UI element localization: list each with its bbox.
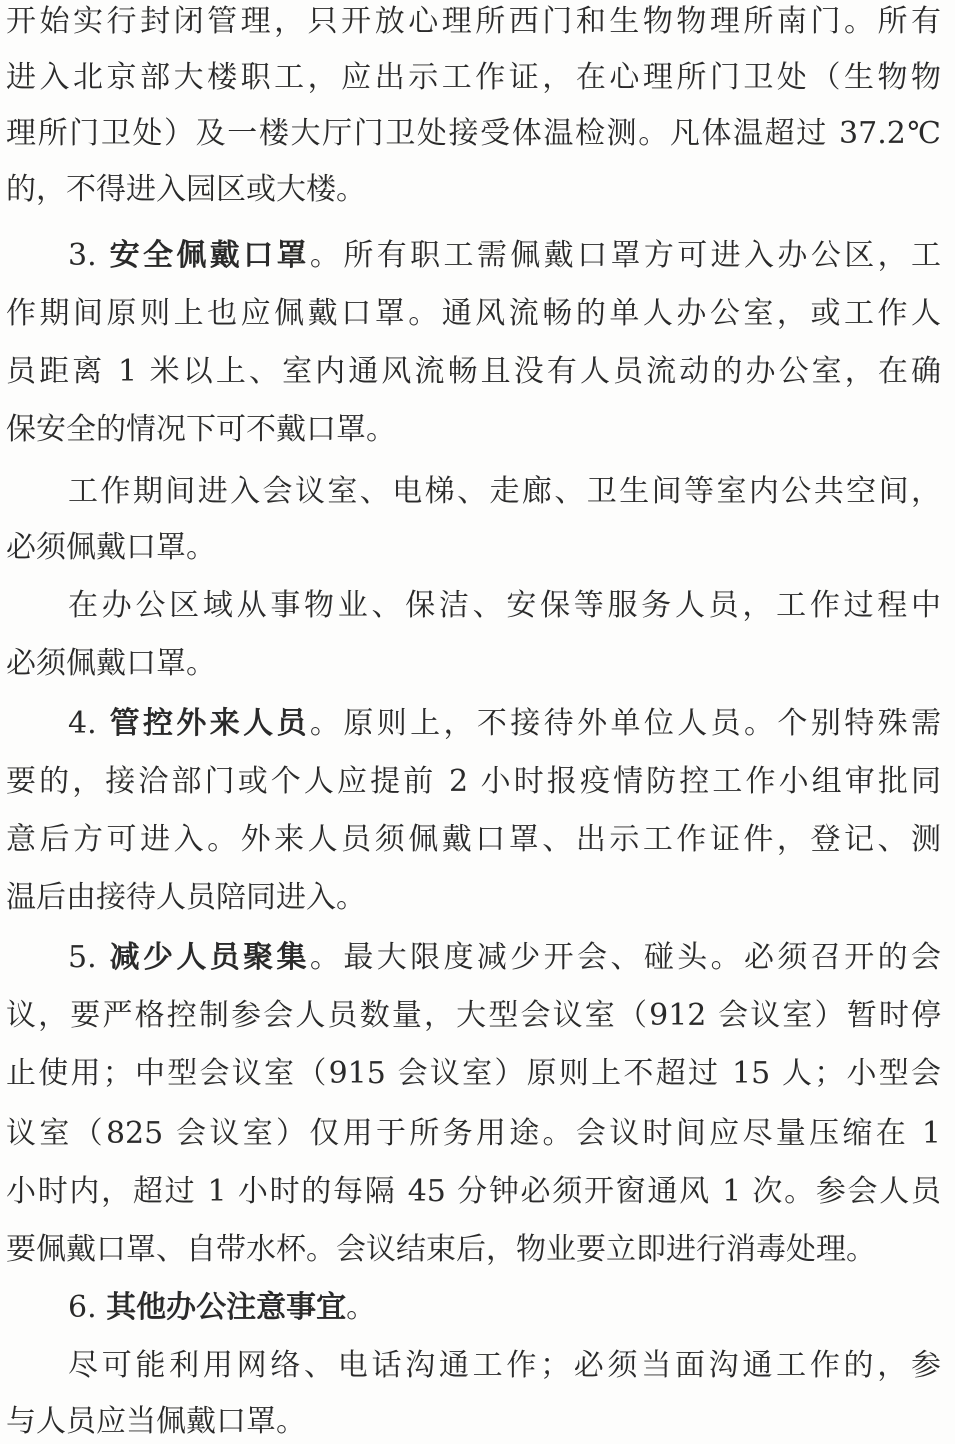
item-6-line — [6, 1280, 941, 1336]
item-6-number: 6. — [68, 1290, 107, 1325]
item-6-heading: 其他办公注意事宜 — [106, 1290, 347, 1325]
item-4-first-line — [6, 696, 941, 752]
text-line: 小时内，超过 1 小时的每隔 45 分钟必须开窗通风 1 次。参会人员 — [6, 1174, 941, 1209]
item-5-first-line — [6, 930, 941, 986]
text-line: 议室（825 会议室）仅用于所务用途。会议时间应尽量压缩在 1 — [6, 1116, 941, 1151]
text-line: 作期间原则上也应佩戴口罩。通风流畅的单人办公室，或工作人 — [6, 296, 941, 331]
item-5-number: 5. — [68, 940, 110, 975]
item-4-text: 。原则上，不接待外单位人员。个别特殊需 — [309, 706, 941, 741]
item-3-heading: 安全佩戴口罩 — [109, 238, 310, 273]
text-line: 温后由接待人员陪同进入。 — [6, 880, 366, 915]
item-5-text: 。最大限度减少开会、碰头。必须召开的会 — [309, 940, 941, 975]
text-line: 议，要严格控制参会人员数量，大型会议室（912 会议室）暂时停 — [6, 998, 941, 1033]
item-6-tail: 。 — [346, 1290, 377, 1325]
text-line: 要佩戴口罩、自带水杯。会议结束后，物业要立即进行消毒处理。 — [6, 1232, 876, 1267]
text-line: 止使用；中型会议室（915 会议室）原则上不超过 15 人；小型会 — [6, 1056, 941, 1091]
item-5-heading: 减少人员聚集 — [109, 940, 310, 975]
text-line: 必须佩戴口罩。 — [6, 530, 216, 565]
text-line: 开始实行封闭管理，只开放心理所西门和生物物理所南门。所有 — [6, 4, 941, 39]
text-line: 员距离 1 米以上、室内通风流畅且没有人员流动的办公室，在确 — [6, 354, 941, 389]
text-line: 的，不得进入园区或大楼。 — [6, 172, 366, 207]
item-3-first-line — [6, 228, 941, 284]
text-line: 与人员应当佩戴口罩。 — [6, 1404, 306, 1439]
text-line: 工作期间进入会议室、电梯、走廊、卫生间等室内公共空间， — [68, 474, 941, 509]
text-line: 必须佩戴口罩。 — [6, 646, 216, 681]
item-4-heading: 管控外来人员 — [109, 706, 310, 741]
item-3-text: 。所有职工需佩戴口罩方可进入办公区，工 — [309, 238, 941, 273]
text-line: 在办公区域从事物业、保洁、安保等服务人员，工作过程中 — [68, 588, 941, 623]
text-line: 尽可能利用网络、电话沟通工作；必须当面沟通工作的，参 — [68, 1348, 941, 1383]
text-line: 进入北京部大楼职工，应出示工作证，在心理所门卫处（生物物 — [6, 60, 941, 95]
item-3-number: 3. — [68, 238, 110, 273]
text-line: 理所门卫处）及一楼大厅门卫处接受体温检测。凡体温超过 37.2℃ — [6, 116, 941, 151]
item-4-number: 4. — [68, 706, 110, 741]
text-line: 要的，接洽部门或个人应提前 2 小时报疫情防控工作小组审批同 — [6, 764, 941, 799]
text-line: 保安全的情况下可不戴口罩。 — [6, 412, 396, 447]
text-line: 意后方可进入。外来人员须佩戴口罩、出示工作证件，登记、测 — [6, 822, 941, 857]
